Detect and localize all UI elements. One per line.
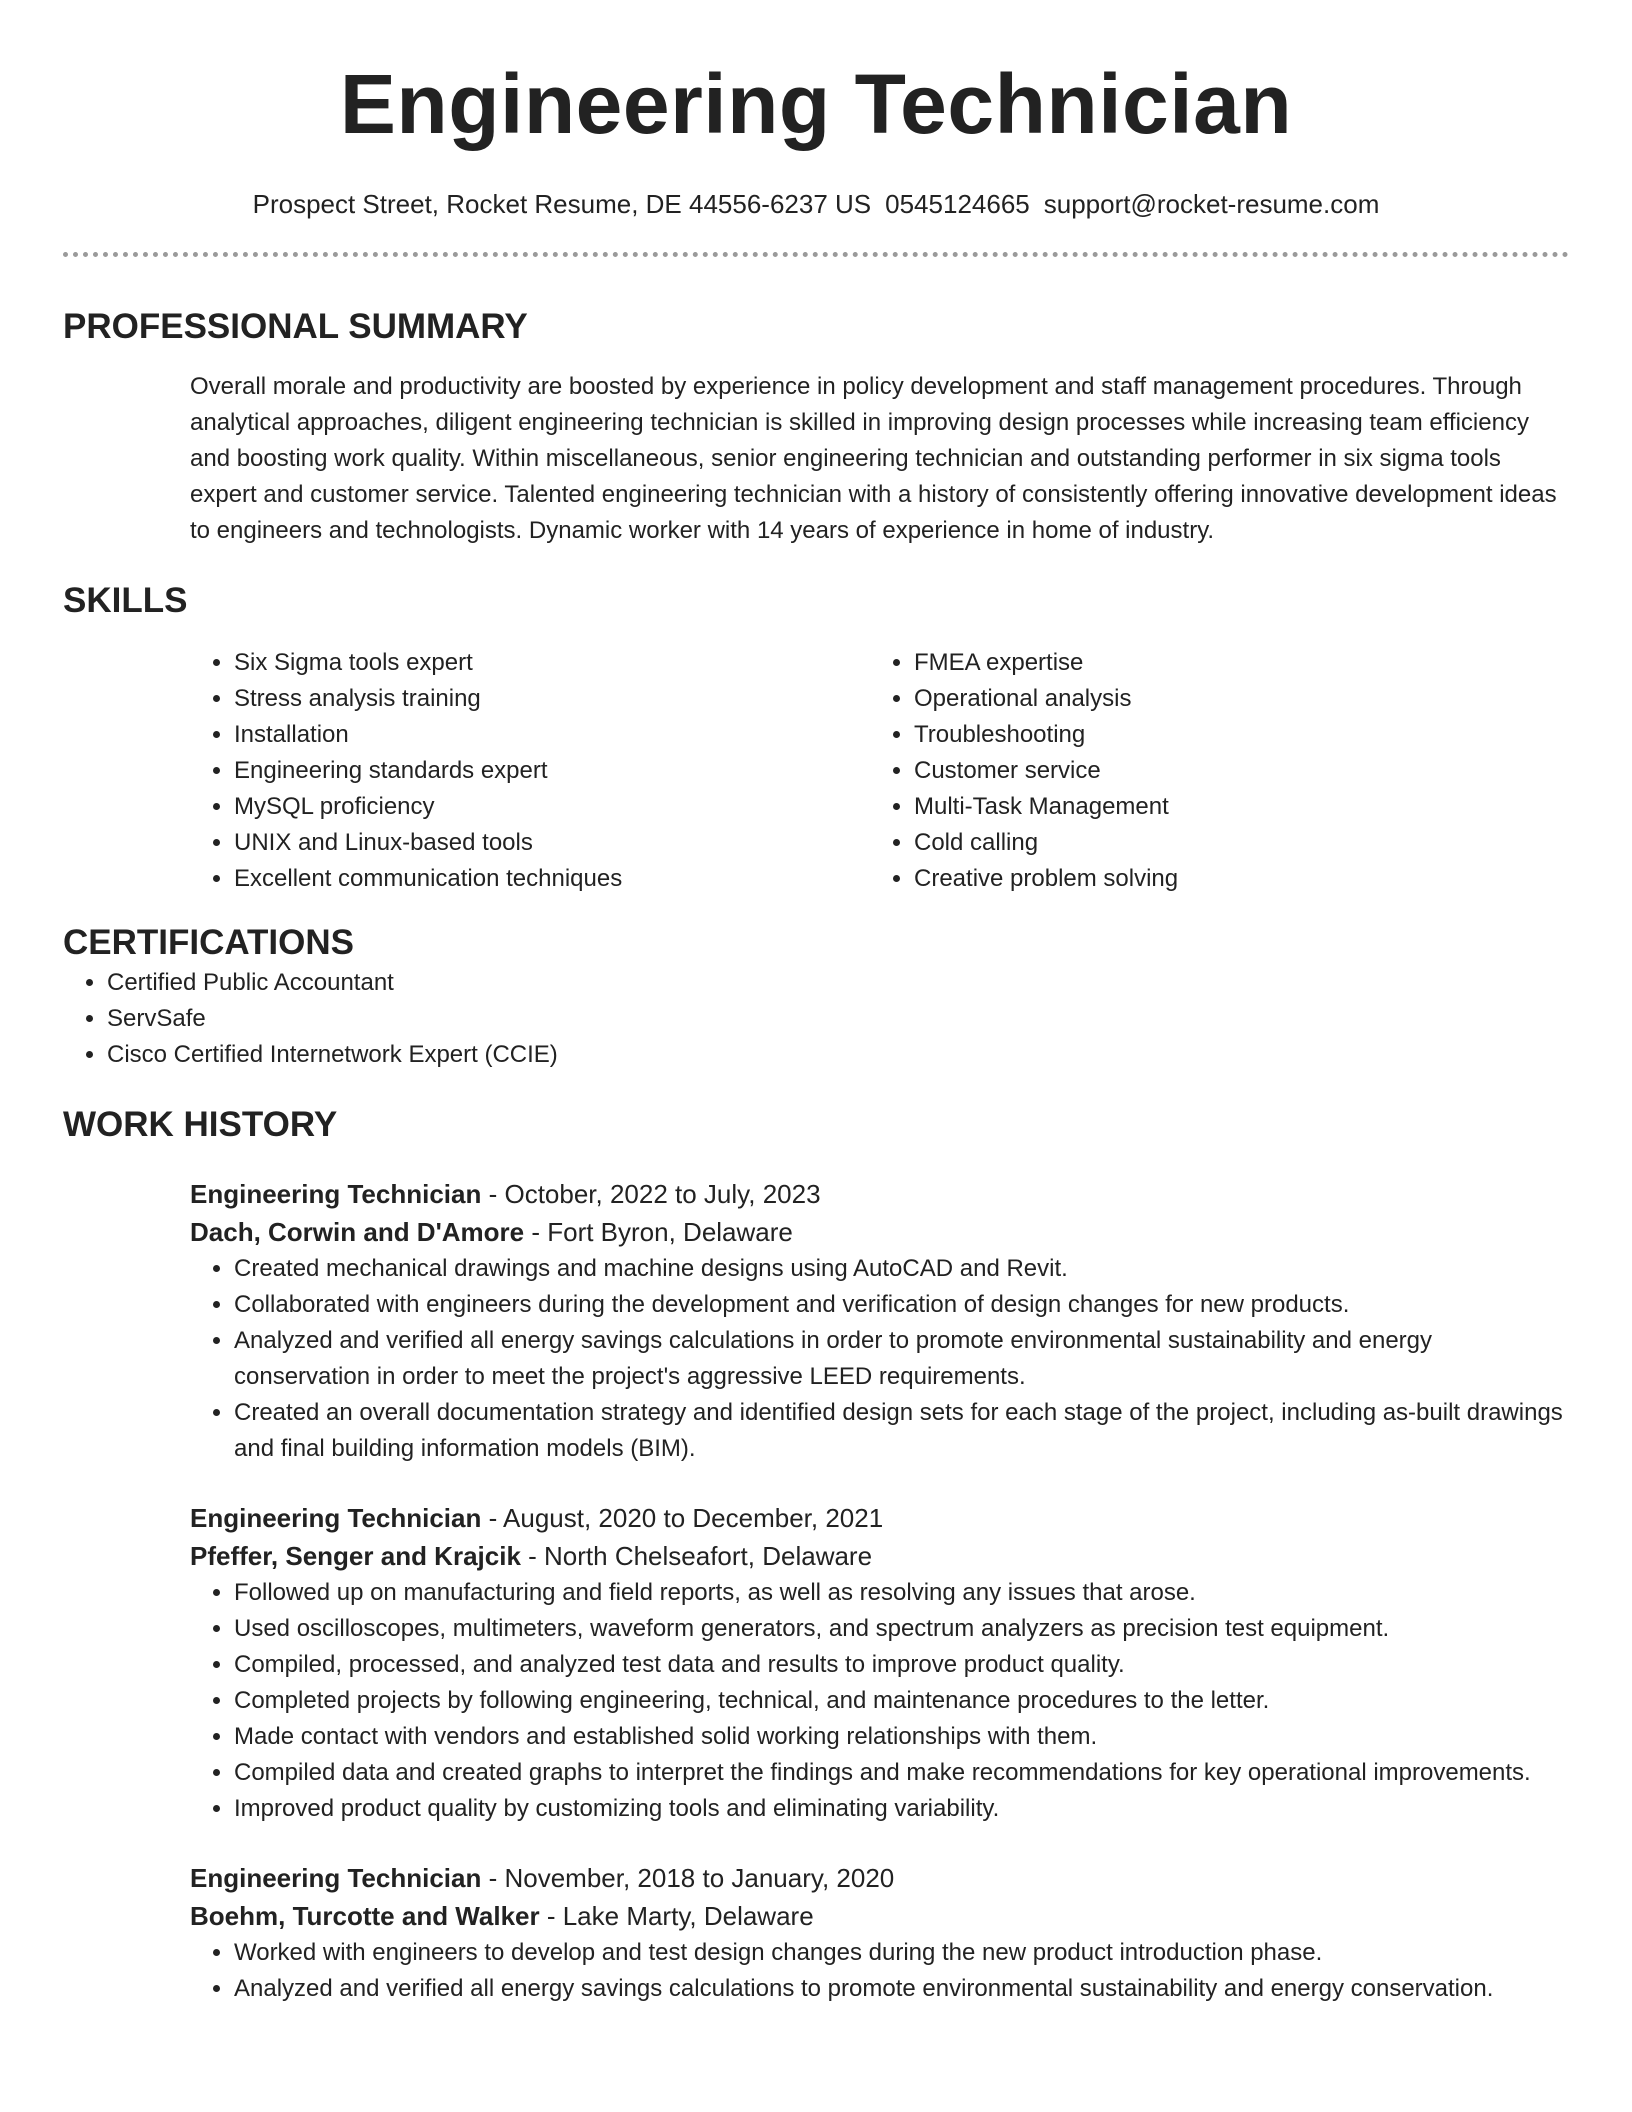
job-bullet: • Compiled data and created graphs to interpret the findings and make recommendations for key operational improvements.	[234, 1755, 1569, 1791]
job-entry	[190, 1175, 1569, 1467]
job-entry	[190, 1499, 1569, 1827]
skill-item: • Installation	[234, 717, 870, 753]
summary-text: Overall morale and productivity are boosted by experience in policy development and staff management procedures. Through analytical approaches, diligent engineering technician is skilled in improving design processes while increasing team efficiency and boosting work quality. Within miscellaneous, senior engineering technician and outstanding performer in six sigma tools expert and customer service. Talented engineering technician with a history of consistently offering innovative development ideas to engineers and technologists. Dynamic worker with 14 years of experience in home of industry.	[190, 373, 1557, 544]
skills-column-left	[190, 645, 870, 897]
skill-item: • Creative problem solving	[914, 861, 1550, 897]
skill-item: • Operational analysis	[914, 681, 1550, 717]
skill-item: • Customer service	[914, 753, 1550, 789]
skill-item: • Stress analysis training	[234, 681, 870, 717]
job-bullet: • Analyzed and verified all energy savings calculations to promote environmental sustainability and energy conservation.	[234, 1971, 1569, 2007]
job-title-line	[190, 1859, 1569, 1897]
skills-list-right	[870, 645, 1550, 897]
skill-item: • Multi-Task Management	[914, 789, 1550, 825]
contact-line	[63, 186, 1569, 222]
job-company: Pfeffer, Senger and Krajcik	[190, 1541, 521, 1571]
contact-phone: 0545124665	[885, 189, 1030, 219]
job-company-line	[190, 1213, 1569, 1251]
certification-item: • ServSafe	[107, 1001, 1569, 1037]
certifications-section	[63, 921, 1569, 1073]
skills-heading: SKILLS	[63, 581, 188, 620]
skill-item: • Engineering standards expert	[234, 753, 870, 789]
job-company: Boehm, Turcotte and Walker	[190, 1901, 540, 1931]
job-bullets	[63, 1935, 1569, 2007]
skill-item: • Excellent communication techniques	[234, 861, 870, 897]
job-role: Engineering Technician	[190, 1179, 482, 1209]
certification-item: • Certified Public Accountant	[107, 965, 1569, 1001]
job-entry	[190, 1859, 1569, 2007]
job-company: Dach, Corwin and D'Amore	[190, 1217, 525, 1247]
job-title-line	[190, 1175, 1569, 1213]
skill-item: • MySQL proficiency	[234, 789, 870, 825]
job-bullet: • Made contact with vendors and established solid working relationships with them.	[234, 1719, 1569, 1755]
contact-email: support@rocket-resume.com	[1043, 189, 1380, 219]
certifications-heading: CERTIFICATIONS	[63, 923, 355, 962]
skill-item: • Cold calling	[914, 825, 1550, 861]
job-bullet: • Created mechanical drawings and machine designs using AutoCAD and Revit.	[234, 1251, 1569, 1287]
job-bullet: • Followed up on manufacturing and field reports, as well as resolving any issues that arose.	[234, 1575, 1569, 1611]
skill-item: • UNIX and Linux-based tools	[234, 825, 870, 861]
contact-address: Prospect Street, Rocket Resume, DE 44556-6237 US	[252, 189, 872, 219]
job-company-line	[190, 1537, 1569, 1575]
header-divider	[63, 252, 1569, 257]
job-location: - North Chelseafort, Delaware	[520, 1541, 873, 1571]
job-location: - Lake Marty, Delaware	[539, 1901, 814, 1931]
skill-item: • Six Sigma tools expert	[234, 645, 870, 681]
skills-list-left	[190, 645, 870, 897]
job-bullet: • Used oscilloscopes, multimeters, waveform generators, and spectrum analyzers as precision test equipment.	[234, 1611, 1569, 1647]
certification-item: • Cisco Certified Internetwork Expert (CCIE)	[107, 1037, 1569, 1073]
work-history-section	[63, 1103, 1569, 2007]
job-role: Engineering Technician	[190, 1863, 482, 1893]
job-dates: - October, 2022 to July, 2023	[481, 1179, 821, 1209]
job-role: Engineering Technician	[190, 1503, 482, 1533]
job-company-line	[190, 1897, 1569, 1935]
skill-item: • FMEA expertise	[914, 645, 1550, 681]
job-bullets	[63, 1575, 1569, 1827]
job-bullet: • Completed projects by following engineering, technical, and maintenance procedures to the letter.	[234, 1683, 1569, 1719]
job-bullet: • Analyzed and verified all energy savings calculations in order to promote environmental sustainability and energy conservation in order to meet the project's aggressive LEED requirements.	[234, 1323, 1569, 1395]
summary-heading: PROFESSIONAL SUMMARY	[63, 307, 528, 346]
job-title-line	[190, 1499, 1569, 1537]
job-bullet: • Improved product quality by customizing tools and eliminating variability.	[234, 1791, 1569, 1827]
job-bullet: • Worked with engineers to develop and test design changes during the new product introduction phase.	[234, 1935, 1569, 1971]
job-bullets	[63, 1251, 1569, 1467]
job-dates: - August, 2020 to December, 2021	[481, 1503, 884, 1533]
job-bullet: • Compiled, processed, and analyzed test data and results to improve product quality.	[234, 1647, 1569, 1683]
certifications-list	[63, 965, 1569, 1073]
job-bullet: • Created an overall documentation strategy and identified design sets for each stage of the project, including as-built drawings and final building information models (BIM).	[234, 1395, 1569, 1467]
work-history-heading: WORK HISTORY	[63, 1105, 338, 1144]
summary-section	[63, 305, 1569, 549]
skills-columns	[190, 645, 1569, 897]
job-location: - Fort Byron, Delaware	[524, 1217, 793, 1247]
skill-item: • Troubleshooting	[914, 717, 1550, 753]
skills-section	[63, 579, 1569, 897]
skills-column-right	[870, 645, 1550, 897]
job-dates: - November, 2018 to January, 2020	[481, 1863, 895, 1893]
resume-name: Engineering Technician	[339, 57, 1293, 151]
job-bullet: • Collaborated with engineers during the development and verification of design changes for new products.	[234, 1287, 1569, 1323]
